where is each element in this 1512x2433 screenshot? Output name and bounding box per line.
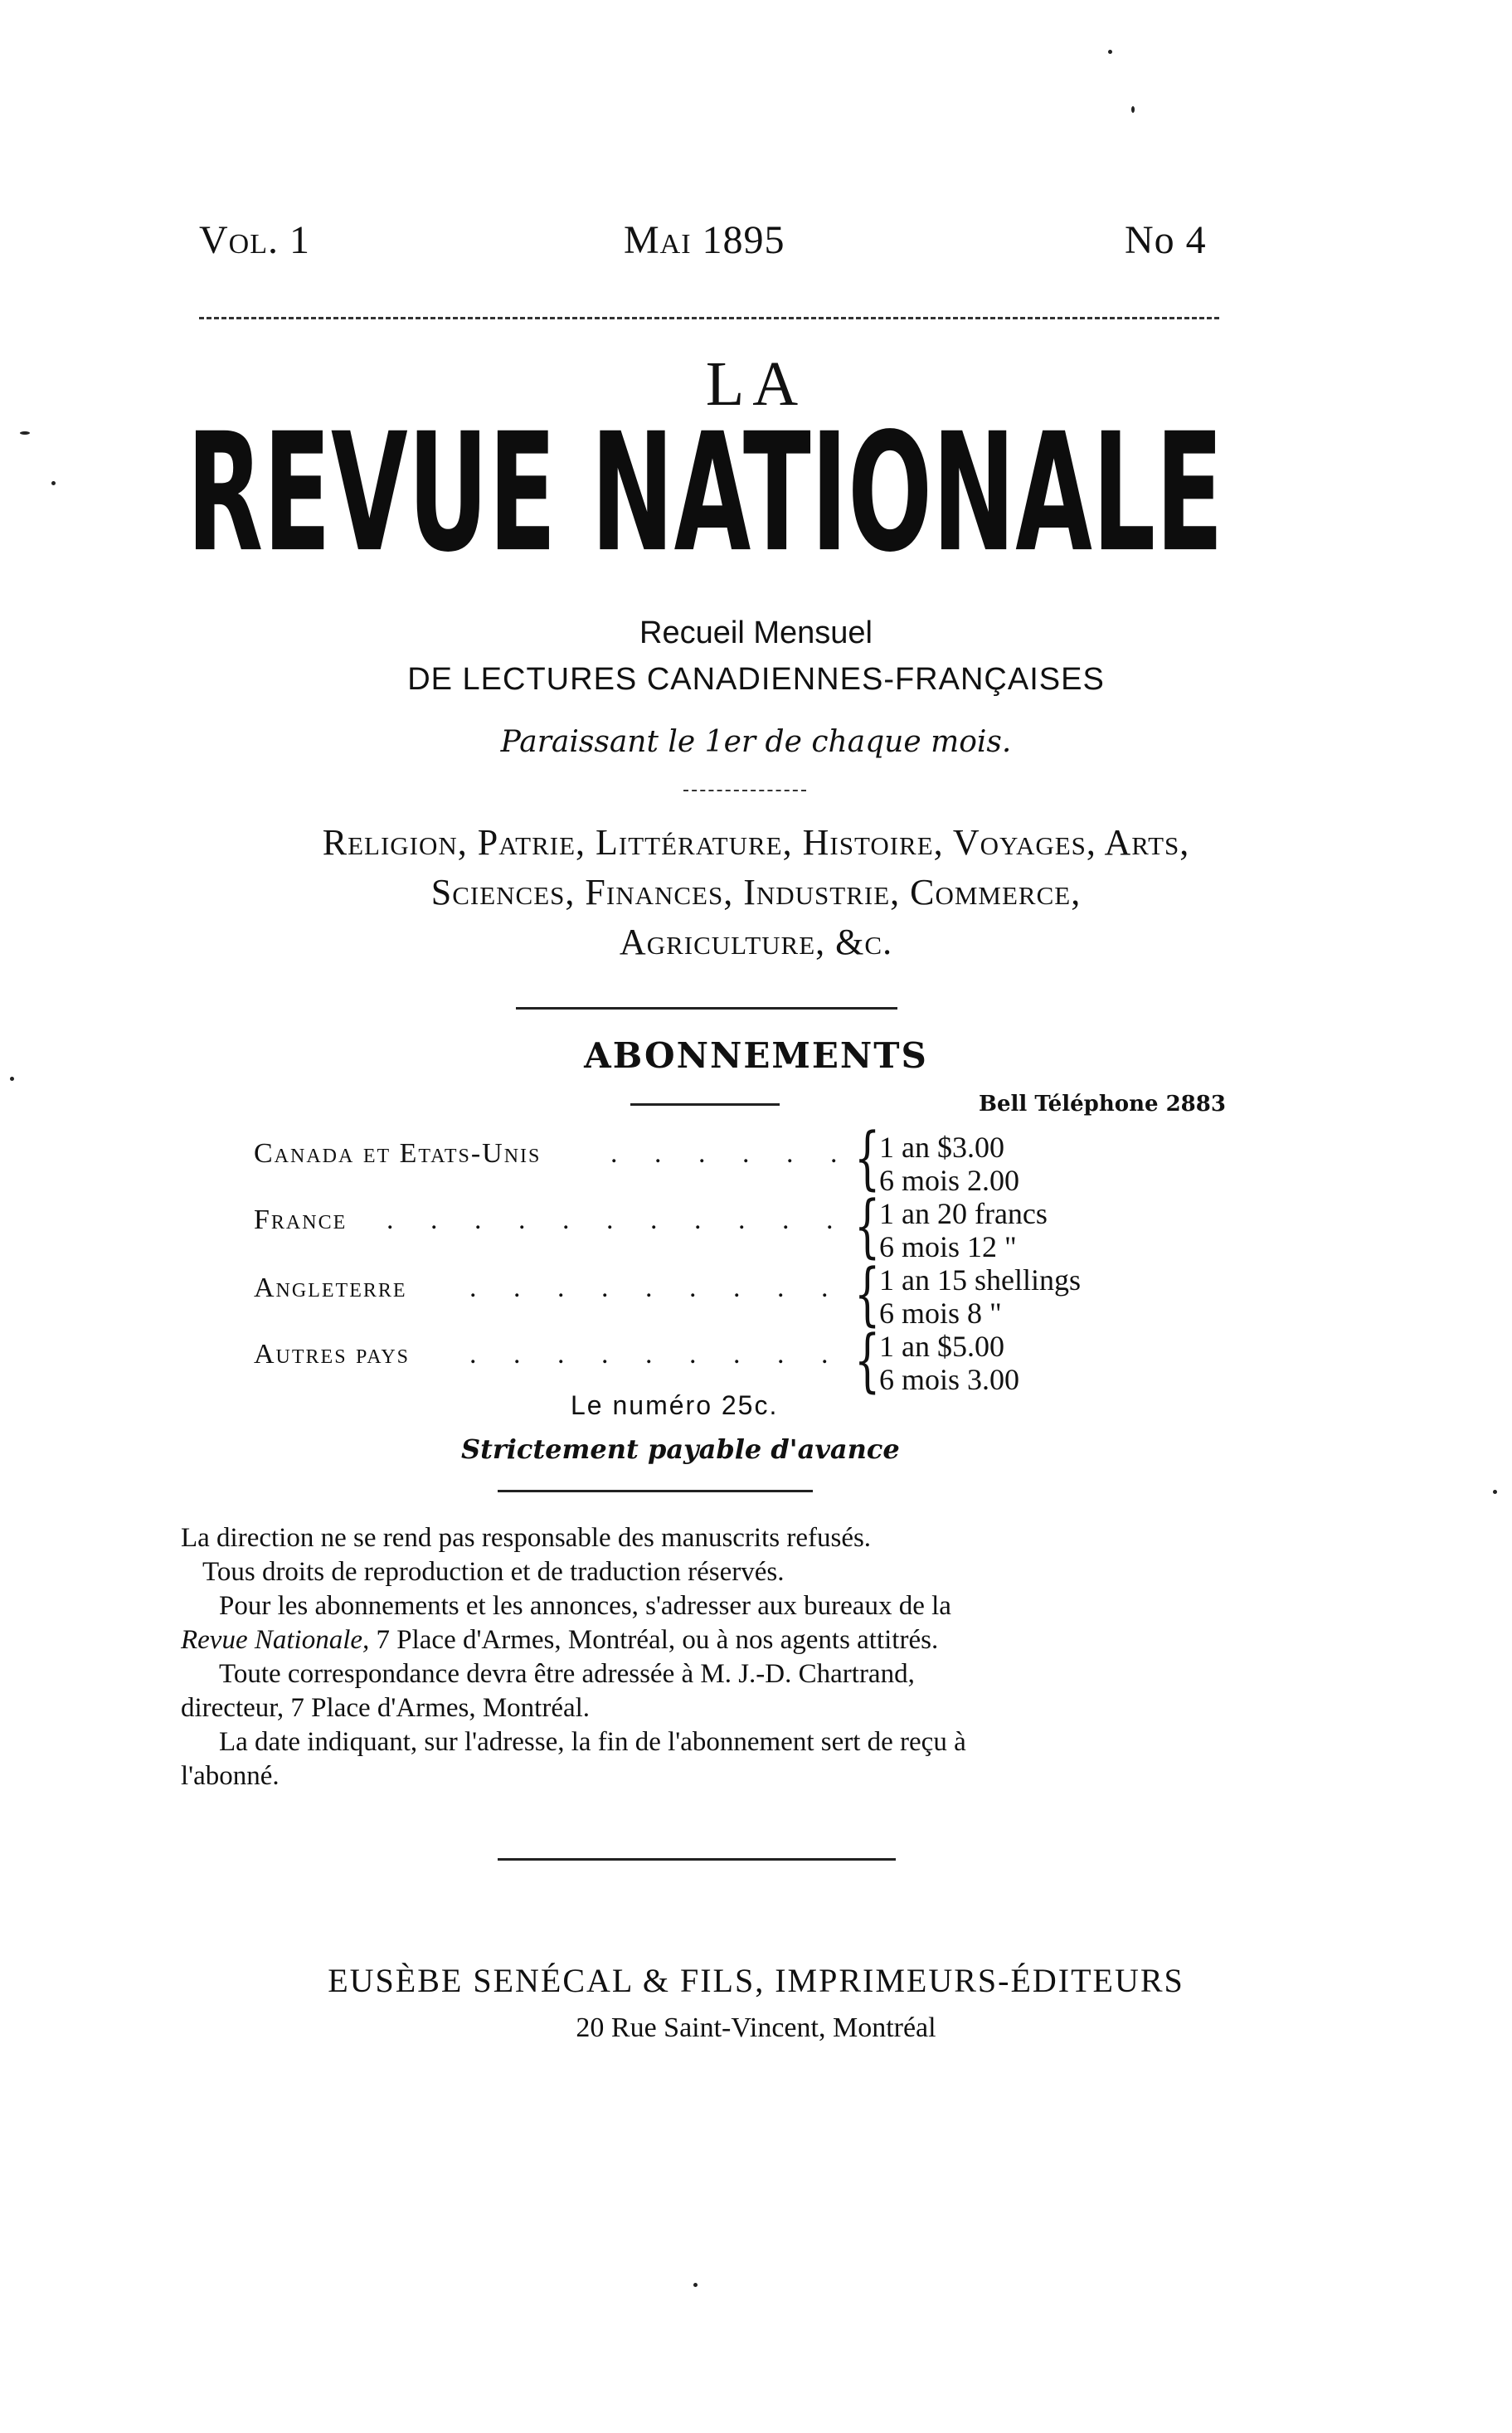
printer-name: EUSÈBE SENÉCAL & FILS, IMPRIMEURS-ÉDITEURS	[328, 1962, 1184, 1999]
printer-address: 20 Rue Saint-Vincent, Montréal	[576, 2012, 936, 2043]
leader-dots: . . . . . . . . .	[469, 1272, 844, 1303]
notice-line	[181, 1623, 1201, 1657]
volume-label: Vol. 1	[199, 218, 310, 262]
price-six-months: 6 mois 12 "	[879, 1230, 1017, 1263]
notice-line: La direction ne se rend pas responsable des manuscrits refusés.	[181, 1523, 872, 1553]
notice-line: l'abonné.	[181, 1761, 280, 1791]
subscriptions-underline	[630, 1103, 780, 1106]
price-annual: 1 an $5.00	[879, 1330, 1004, 1363]
leader-dots: . . . . . . . . .	[469, 1339, 844, 1370]
topics-line-2: Sciences, Finances, Industrie, Commerce,	[430, 872, 1082, 912]
single-issue-price: Le numéro 25c.	[571, 1390, 779, 1420]
pre-title: LA	[705, 349, 807, 419]
notice-line-rest: 7 Place d'Armes, Montréal, ou à nos agents attitrés.	[369, 1625, 939, 1655]
notice-line: Toute correspondance devra être adressée à M. J.-D. Chartrand,	[219, 1659, 915, 1689]
section-rule	[498, 1490, 813, 1492]
subtitle-lectures: DE LECTURES CANADIENNES-FRANÇAISES	[407, 662, 1105, 697]
masthead-title-text: REVUE NATIONALE	[187, 421, 1223, 587]
price-six-months: 6 mois 2.00	[879, 1164, 1020, 1197]
scan-speck	[51, 481, 56, 485]
issue-date: Mai 1895	[624, 218, 785, 262]
scan-speck	[1108, 50, 1112, 54]
price-six-months: 6 mois 8 "	[879, 1297, 1002, 1330]
topics-line-3: Agriculture, &c.	[619, 922, 893, 962]
short-rule	[683, 790, 806, 791]
issue-number: No 4	[1125, 218, 1207, 262]
brace: {	[854, 1255, 881, 1334]
subscriptions-title: ABONNEMENTS	[584, 1035, 928, 1076]
leader-dots: . . . . . . . . . . .	[387, 1204, 848, 1235]
price-annual: 1 an $3.00	[879, 1131, 1004, 1164]
subtitle-recueil: Recueil Mensuel	[639, 616, 873, 650]
publication-name: Revue Nationale,	[181, 1625, 370, 1655]
country-autres-pays: Autres pays	[254, 1339, 411, 1370]
payment-terms: Strictement payable d'avance	[461, 1433, 900, 1465]
brace: {	[854, 1321, 881, 1400]
masthead-title	[187, 421, 1223, 587]
topics-line-1: Religion, Patrie, Littérature, Histoire, Voyages, Arts,	[322, 822, 1190, 863]
notice-line: La date indiquant, sur l'adresse, la fin de l'abonnement sert de reçu à	[219, 1727, 966, 1757]
country-france: France	[254, 1204, 348, 1235]
scan-speck	[20, 431, 30, 435]
section-rule	[498, 1858, 896, 1861]
brace: {	[854, 1119, 881, 1198]
telephone-number: Bell Téléphone 2883	[979, 1092, 1226, 1117]
scan-speck	[1131, 106, 1135, 113]
country-angleterre: Angleterre	[254, 1272, 407, 1303]
section-rule	[516, 1007, 897, 1010]
scan-speck	[693, 2283, 698, 2287]
notice-line: Tous droits de reproduction et de traduction réservés.	[202, 1557, 785, 1587]
price-annual: 1 an 15 shellings	[879, 1263, 1081, 1297]
notice-line: Pour les abonnements et les annonces, s'adresser aux bureaux de la	[219, 1591, 951, 1621]
notice-line: directeur, 7 Place d'Armes, Montréal.	[181, 1693, 591, 1723]
header-rule	[199, 317, 1219, 319]
leader-dots: . . . . . .	[610, 1138, 853, 1169]
scan-speck	[1493, 1490, 1497, 1494]
brace: {	[854, 1187, 881, 1266]
country-canada: Canada et Etats-Unis	[254, 1138, 542, 1169]
price-six-months: 6 mois 3.00	[879, 1363, 1020, 1396]
price-annual: 1 an 20 francs	[879, 1197, 1048, 1230]
scan-speck	[10, 1077, 14, 1081]
publication-frequency: Paraissant le 1er de chaque mois.	[500, 725, 1012, 759]
